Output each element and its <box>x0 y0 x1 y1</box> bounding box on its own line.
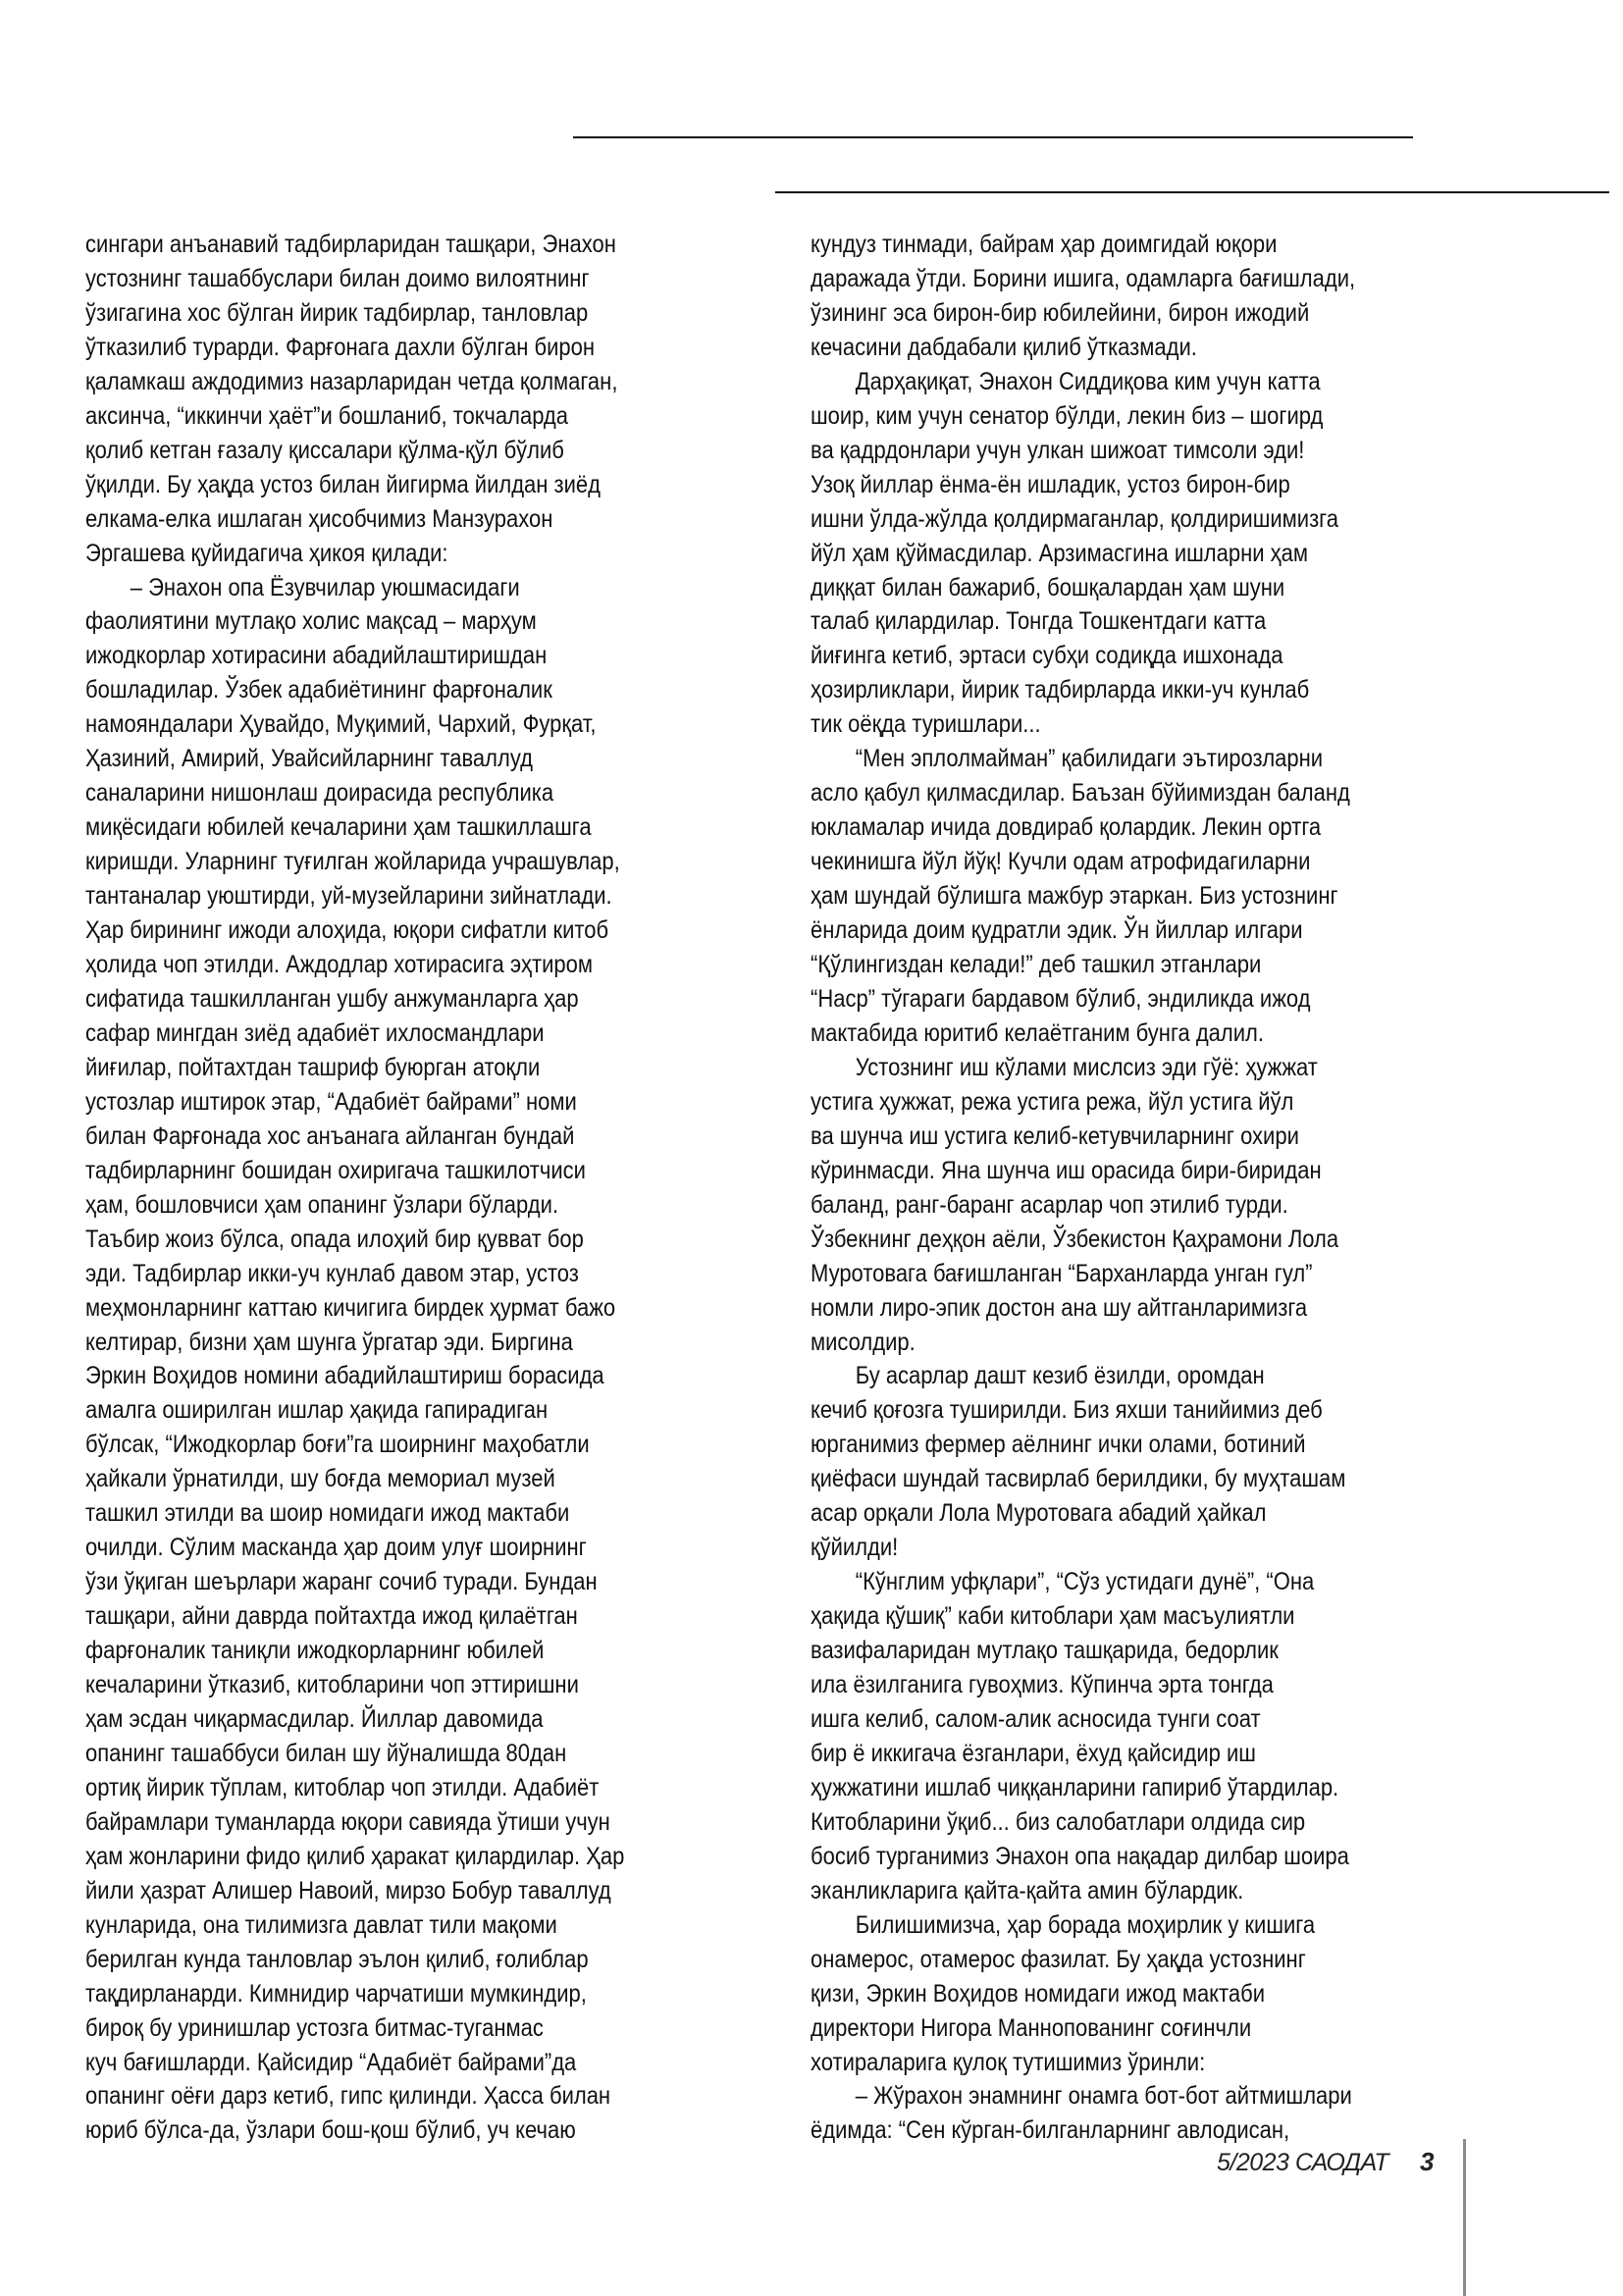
text-line: устига ҳужжат, режа устига режа, йўл устига йўл <box>811 1087 1294 1116</box>
text-line: “Қўлингиздан келади!” деб ташкил этганлари <box>811 951 1262 979</box>
text-line: ўзи ўқиган шеърлари жаранг сочиб туради. Бундан <box>85 1568 598 1596</box>
text-line: амалга оширилган ишлар ҳақида гапирадиган <box>85 1396 549 1425</box>
header-rule-1 <box>573 136 1413 138</box>
text-line: “Наср” тўгараги бардавом бўлиб, эндиликда ижод <box>811 984 1311 1013</box>
text-line: Устознинг иш кўлами мислсиз эди гўё: ҳужжат <box>855 1053 1318 1081</box>
text-line: ёдимда: “Сен кўрган-билганларнинг авлодисан, <box>811 2116 1290 2145</box>
text-line: хотираларига қулоқ тутишимиз ўринли: <box>811 2048 1206 2076</box>
text-line: Муротовага бағишланган “Барханларда унган гул” <box>811 1259 1313 1287</box>
text-line: киришди. Уларнинг туғилган жойларида учрашувлар, <box>85 848 620 876</box>
text-line: даражада ўтди. Борини ишига, одамларга бағишлади, <box>811 264 1356 292</box>
text-line: сифатида ташкилланган ушбу анжуманларга ҳар <box>85 984 579 1013</box>
article-column-left <box>85 228 624 2148</box>
text-line: чекинишга йўл йўқ! Кучли одам атрофидагиларни <box>811 848 1311 876</box>
footer-separator-bar <box>1463 2139 1466 2296</box>
text-line: йили ҳазрат Алишер Навоий, мирзо Бобур таваллуд <box>85 1876 611 1905</box>
text-line: Узоқ йиллар ёнма-ён ишладик, устоз бирон-бир <box>811 470 1290 498</box>
text-line: юриб бўлса-да, ўзлари бош-қош бўлиб, уч кечаю <box>85 2116 576 2145</box>
text-line: ҳам жонларини фидо қилиб ҳаракат қилардилар. Ҳар <box>85 1842 625 1870</box>
text-line: вазифаларидан мутлақо ташқарида, бедорлик <box>811 1637 1279 1665</box>
text-line: ишни ўлда-жўлда қолдирмаганлар, қолдиришимизга <box>811 504 1338 533</box>
header-rule-2 <box>775 191 1609 193</box>
text-line: Ҳар бирининг ижоди алоҳида, юқори сифатли китоб <box>85 916 609 945</box>
text-line: ҳужжатини ишлаб чиққанларини гапириб ўтардилар. <box>811 1773 1339 1801</box>
text-line: келтирар, бизни ҳам шунга ўргатар эди. Биргина <box>85 1328 573 1356</box>
text-line: байрамлари туманларда юқори савияда ўтиши учун <box>85 1807 610 1836</box>
text-line: йиғилар, пойтахтдан ташриф буюрган атоқли <box>85 1053 541 1081</box>
text-line: бир ё иккигача ёзганлари, ёхуд қайсидир иш <box>811 1739 1256 1767</box>
text-line: қолиб кетган ғазалу қиссалари қўлма-қўл бўлиб <box>85 436 564 464</box>
text-line: ҳам шундай бўлишга мажбур этаркан. Биз устознинг <box>811 882 1338 911</box>
text-line: ёнларида доим қудратли эдик. Ўн йиллар илгари <box>811 916 1303 945</box>
text-line: ва шунча иш устига келиб-кетувчиларнинг охири <box>811 1122 1299 1150</box>
text-line: Билишимизча, ҳар борада моҳирлик у кишига <box>855 1910 1316 1939</box>
text-line: фаолиятини мутлақо холис мақсад – марҳум <box>85 607 537 636</box>
text-line: опанинг ташаббуси билан шу йўналишда 80дан <box>85 1739 567 1767</box>
text-line: очилди. Сўлим масканда ҳар доим улуғ шоирнинг <box>85 1534 587 1562</box>
text-line: ҳайкали ўрнатилди, шу боғда мемориал музей <box>85 1465 555 1493</box>
text-line: қўйилди! <box>811 1534 899 1562</box>
text-line: кўринмасди. Яна шунча иш орасида бири-биридан <box>811 1156 1322 1184</box>
text-line: директори Нигора Маннопованинг соғинчли <box>811 2013 1252 2042</box>
page-number: 3 <box>1420 2147 1435 2176</box>
text-line: саналарини нишонлаш доирасида республика <box>85 779 554 808</box>
text-line: устозлар иштирок этар, “Адабиёт байрами” номи <box>85 1087 577 1116</box>
text-line: Эркин Воҳидов номини абадийлаштириш борасида <box>85 1362 604 1390</box>
text-line: шоир, ким учун сенатор бўлди, лекин биз – шогирд <box>811 401 1324 430</box>
text-line: берилган кунда танловлар эълон қилиб, ғолиблар <box>85 1945 589 1973</box>
text-line: бўлсак, “Ижодкорлар боғи”га шоирнинг маҳобатли <box>85 1431 590 1459</box>
text-line: кундуз тинмади, байрам ҳар доимгидай юқори <box>811 231 1278 258</box>
text-line: ўзигагина хос бўлган йирик тадбирлар, танловлар <box>85 298 589 327</box>
text-line: ўтказилиб турарди. Фарғонага дахли бўлган бирон <box>85 333 596 361</box>
text-line: онамерос, отамерос фазилат. Бу ҳақда устознинг <box>811 1945 1306 1973</box>
text-line: қиёфаси шундай тасвирлаб берилдики, бу муҳташам <box>811 1465 1346 1493</box>
text-line: юкламалар ичида довдираб қолардик. Лекин ортга <box>811 813 1322 842</box>
text-line: босиб турганимиз Энахон опа нақадар дилбар шоира <box>811 1842 1349 1870</box>
text-line: асар орқали Лола Муротовага абадий ҳайкал <box>811 1499 1267 1528</box>
text-line: тик оёқда туришлари... <box>811 710 1041 739</box>
text-line: “Мен эплолмайман” қабилидаги эътирозларни <box>855 745 1324 773</box>
text-line: ўзининг эса бирон-бир юбилейини, бирон ижодий <box>811 298 1310 327</box>
text-line: опанинг оёғи дарз кетиб, гипс қилинди. Ҳасса билан <box>85 2082 611 2111</box>
text-line: ўқилди. Бу ҳақда устоз билан йигирма йилдан зиёд <box>85 470 602 498</box>
text-line: сингари анъанавий тадбирларидан ташқари, Энахон <box>85 231 616 258</box>
text-line: ҳам, бошловчиси ҳам опанинг ўзлари бўларди. <box>85 1190 559 1219</box>
text-line: номли лиро-эпик достон ана шу айтганларимизга <box>811 1293 1308 1322</box>
text-line: мисолдир. <box>811 1328 916 1356</box>
text-line: йиғинга кетиб, эртаси субҳи содиқда ишхонада <box>811 642 1283 670</box>
text-line: тақдирланарди. Кимнидир чарчатиши мумкиндир, <box>85 1979 587 2008</box>
text-line: бироқ бу уринишлар устозга битмас-туганмас <box>85 2013 544 2042</box>
text-line: ҳақида қўшиқ” каби китоблари ҳам масъулиятли <box>811 1602 1295 1631</box>
text-line: Эргашева қуйидагича ҳикоя қилади: <box>85 539 448 567</box>
text-line: билан Фарғонада хос анъанага айланган бундай <box>85 1122 575 1150</box>
text-line: эканликларига қайта-қайта амин бўлардик. <box>811 1876 1244 1905</box>
text-line: бошладилар. Ўзбек адабиётининг фарғоналик <box>85 676 552 704</box>
text-line: эди. Тадбирлар икки-уч кунлаб давом этар, устоз <box>85 1259 579 1287</box>
text-line: асло қабул қилмасдилар. Баъзан бўйимиздан баланд <box>811 779 1350 808</box>
text-line: Дарҳақиқат, Энахон Сиддиқова ким учун катта <box>855 367 1321 395</box>
text-line: қаламкаш аждодимиз назарларидан четда қолмаган, <box>85 367 618 395</box>
text-line: миқёсидаги юбилей кечаларини ҳам ташкиллашга <box>85 813 592 842</box>
text-line: диққат билан бажариб, бошқалардан ҳам шуни <box>811 573 1285 601</box>
text-line: Ўзбекнинг деҳқон аёли, Ўзбекистон Қаҳрамони Лола <box>811 1225 1339 1253</box>
text-line: ташкил этилди ва шоир номидаги ижод мактаби <box>85 1499 570 1528</box>
text-line: – Жўрахон энамнинг онамга бот-бот айтмишлари <box>855 2082 1352 2111</box>
text-line: Китобларини ўқиб... биз салобатлари олдида сир <box>811 1807 1306 1836</box>
text-line: кечасини дабдабали қилиб ўтказмади. <box>811 333 1197 361</box>
text-line: – Энахон опа Ёзувчилар уюшмасидаги <box>130 573 520 601</box>
text-line: кечиб қоғозга туширилди. Биз яхши танийимиз деб <box>811 1396 1323 1425</box>
page-footer <box>1217 2147 1435 2177</box>
text-line: талаб қилардилар. Тонгда Тошкентдаги катта <box>811 607 1267 636</box>
issue-label: 5/2023 САОДАТ <box>1217 2149 1389 2176</box>
text-line: сафар мингдан зиёд адабиёт ихлосмандлари <box>85 1018 545 1047</box>
text-line: куч бағишларди. Қайсидир “Адабиёт байрами”да <box>85 2048 577 2076</box>
text-line: устознинг ташаббуслари билан доимо вилоятнинг <box>85 264 590 292</box>
text-line: ҳозирликлари, йирик тадбирларда икки-уч кунлаб <box>811 676 1310 704</box>
text-line: Таъбир жоиз бўлса, опада илоҳий бир қувват бор <box>85 1225 584 1253</box>
text-line: намояндалари Ҳувайдо, Муқимий, Чархий, Фурқат, <box>85 710 597 739</box>
text-line: мактабида юритиб келаётганим бунга далил. <box>811 1018 1264 1047</box>
text-line: меҳмонларнинг каттаю кичигига бирдек ҳурмат бажо <box>85 1293 616 1322</box>
text-line: ишга келиб, салом-алик асносида тунги соат <box>811 1704 1261 1733</box>
text-line: йўл ҳам қўймасдилар. Арзимасгина ишларни ҳам <box>811 539 1309 567</box>
text-line: елкама-елка ишлаган ҳисобчимиз Манзурахон <box>85 504 553 533</box>
text-line: тадбирларнинг бошидан охиригача ташкилотчиси <box>85 1156 586 1184</box>
text-line: тантаналар уюштирди, уй-музейларини зийнатлади. <box>85 882 612 911</box>
text-line: фарғоналик таниқли ижодкорларнинг юбилей <box>85 1637 545 1665</box>
text-line: баланд, ранг-баранг асарлар чоп этилиб турди. <box>811 1190 1288 1219</box>
text-line: Бу асарлар дашт кезиб ёзилди, оромдан <box>855 1362 1265 1390</box>
article-column-right <box>811 228 1355 2148</box>
text-line: ижодкорлар хотирасини абадийлаштиришдан <box>85 642 548 670</box>
text-line: Ҳазиний, Амирий, Увайсийларнинг таваллуд <box>85 745 533 773</box>
text-line: ортиқ йирик тўплам, китоблар чоп этилди. Адабиёт <box>85 1773 600 1801</box>
text-line: аксинча, “иккинчи ҳаёт”и бошланиб, токчаларда <box>85 401 569 430</box>
text-line: ташқари, айни даврда пойтахтда ижод қилаётган <box>85 1602 578 1631</box>
text-line: “Кўнглим уфқлари”, “Сўз устидаги дунё”, “Она <box>855 1568 1315 1596</box>
text-line: кунларида, она тилимизга давлат тили мақоми <box>85 1910 557 1939</box>
text-line: ҳолида чоп этилди. Аждодлар хотирасига эҳтиром <box>85 951 594 979</box>
text-line: ва қадрдонлари учун улкан шижоат тимсоли эди! <box>811 436 1305 464</box>
text-line: ила ёзилганига гувоҳмиз. Кўпинча эрта тонгда <box>811 1671 1274 1699</box>
text-line: ҳам эсдан чиқармасдилар. Йиллар давомида <box>85 1704 544 1733</box>
text-line: қизи, Эркин Воҳидов номидаги ижод мактаби <box>811 1979 1266 2008</box>
text-line: кечаларини ўтказиб, китобларини чоп эттиришни <box>85 1671 579 1699</box>
text-line: юрганимиз фермер аёлнинг ички олами, ботиний <box>811 1431 1306 1459</box>
